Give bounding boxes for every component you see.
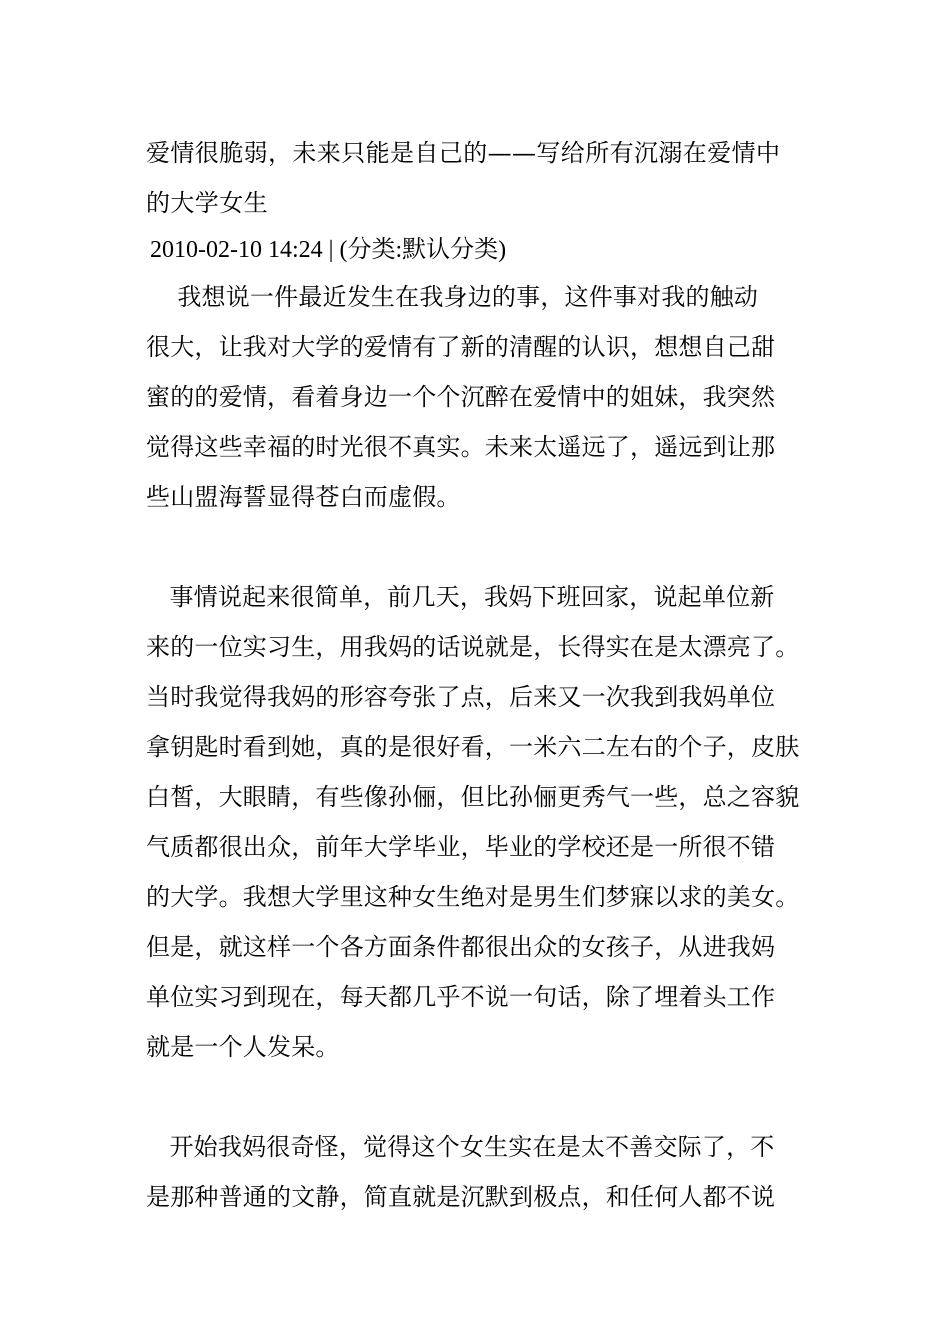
post-meta: 2010-02-10 14:24 | (分类:默认分类) [150,237,507,263]
text-line: 觉得这些幸福的时光很不真实。未来太遥远了，遥远到让那 [146,433,776,461]
text-line: 的大学。我想大学里这种女生绝对是男生们梦寐以求的美女。 [146,883,800,911]
paragraph-gap [146,1072,810,1122]
text-line: 就是一个人发呆。 [146,1033,340,1061]
text-line: 是那种普通的文静，简直就是沉默到极点，和任何人都不说 [146,1183,776,1211]
document-page [146,128,810,1222]
paragraph-2 [146,572,810,1072]
text-line: 些山盟海誓显得苍白而虚假。 [146,483,461,511]
text-line: 来的一位实习生，用我妈的话说就是，长得实在是太漂亮了。 [146,633,800,661]
paragraph-3 [146,1122,810,1222]
article-title [146,128,810,228]
paragraph-gap [146,522,810,572]
title-line: 的大学女生 [146,189,268,217]
text-line: 气质都很出众，前年大学毕业，毕业的学校还是一所很不错 [146,833,776,861]
paragraph-1 [146,272,810,522]
text-line: 很大，让我对大学的爱情有了新的清醒的认识，想想自己甜 [146,333,776,361]
text-line: 当时我觉得我妈的形容夸张了点，后来又一次我到我妈单位 [146,683,776,711]
text-line: 我想说一件最近发生在我身边的事，这件事对我的触动 [146,283,759,311]
text-line: 单位实习到现在，每天都几乎不说一句话，除了埋着头工作 [146,983,776,1011]
text-line: 但是，就这样一个各方面条件都很出众的女孩子，从进我妈 [146,933,776,961]
title-line: 爱情很脆弱，未来只能是自己的——写给所有沉溺在爱情中 [146,139,781,167]
text-line: 蜜的的爱情，看着身边一个个沉醉在爱情中的姐妹，我突然 [146,383,776,411]
text-line: 白皙，大眼睛，有些像孙俪，但比孙俪更秀气一些，总之容貌 [146,783,800,811]
text-line: 拿钥匙时看到她，真的是很好看，一米六二左右的个子，皮肤 [146,733,800,761]
text-line: 事情说起来很简单，前几天，我妈下班回家，说起单位新 [146,583,775,611]
text-line: 开始我妈很奇怪，觉得这个女生实在是太不善交际了，不 [146,1133,775,1161]
